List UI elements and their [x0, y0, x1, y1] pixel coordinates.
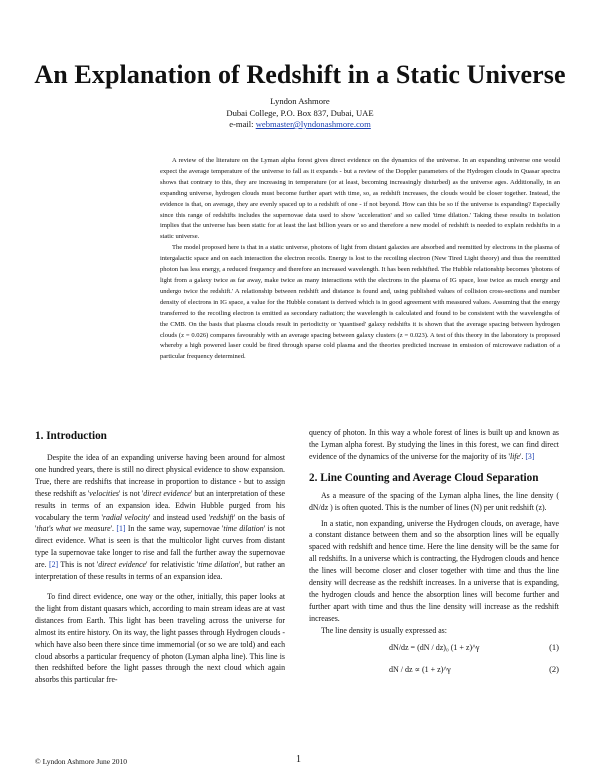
right-column: [309, 427, 559, 681]
equation-2-body: dN / dz ∝ (1 + z)^γ: [389, 664, 451, 674]
equation-1: [309, 637, 559, 659]
equation-2-number: (2): [549, 663, 559, 674]
sec2-paragraph-3: The line density is usually expressed as:: [321, 625, 447, 635]
section-1-heading: 1. Introduction: [35, 430, 107, 442]
sec2-paragraph-1: As a measure of the spacing of the Lyman alpha lines, the line density ( dN/dz ) is often quoted. This is the number of lines (N) per unit redshift (z).: [309, 490, 559, 512]
intro-paragraph-2: To find direct evidence, one way or the other, initially, this paper looks at the light from distant quasars which, according to main stream ideas are at vast distances from Earth. This light has been traveling across the universe for almost its entire history. On its way, the light passes through Hydrogen clouds - which have also been there since time immemorial (or so we are told) and each cloud absorbs a particular frequency of photon (Lyman alpha line). This line is then redshifted before the light passes through the next cloud which again absorbs this particular fre-: [35, 591, 285, 685]
equation-1-body: dN/dz = (dN / dz)₀ (1 + z)^γ: [389, 642, 480, 652]
abstract-paragraph-1: A review of the literature on the Lyman alpha forest gives direct evidence on the dynamics of the universe. In an expanding universe one would expect the average temperature of the universe to fall as it expands - but a review of the Doppler parameters of the Hydrogen clouds in Quasar spectra shows that contrary to this, they are increasing in temperature (or at least, becoming increasingly disturbed) as the universe ages. Additionally, in an expanding universe, hydrogen clouds must become further apart with time, so, as redshift increases, the clouds would be closer together. Instead, the evidence is that, on average, they are evenly spaced up to a redshift of one - if not beyond. How can this be so if the universe is expanding? Especially since this range of redshifts includes the supernovae data used to show 'acceleration' and so called 'time dilation.' Taking these results in isolation implies that the universe has been static for at least the last billion years or so and therefore a new model of redshift is needed to explain redshifts in a static universe.: [160, 157, 560, 241]
paper-title: An Explanation of Redshift in a Static Universe: [34, 60, 566, 89]
abstract: [160, 156, 560, 363]
equation-1-number: (1): [549, 641, 559, 652]
sec2-paragraph-2: In a static, non expanding, universe the Hydrogen clouds, on average, have a constant distance between them and so the absorption lines will be equally spaced with redshift and hence time. Here the line density will be the same for all redshifts. In a universe which is contracting, the Hydrogen clouds and hence the lines will become closer and closer together with time and thus the line density will decrease as the redshift increases. In a universe that is expanding, the hydrogen clouds and hence the absorption lines will become further and further apart with time and thus the line density will increase as the redshift increases.: [309, 518, 559, 623]
citation-link-1[interactable]: [1]: [116, 524, 126, 534]
copyright-footer: © Lyndon Ashmore June 2010: [35, 757, 127, 766]
author-name: Lyndon Ashmore: [270, 96, 330, 106]
author-affiliation: Dubai College, P.O. Box 837, Dubai, UAE: [226, 107, 374, 118]
section-2-heading: 2. Line Counting and Average Cloud Separation: [309, 471, 539, 484]
intro-paragraph-2-continued: quency of photon. In this way a whole forest of lines is built up and known as the Lyman alpha forest. By studying the lines in this forest, we can find direct evidence of the dynamics of the universe for the majority of its 'life'. [3]: [309, 428, 559, 461]
page-number: 1: [296, 754, 301, 765]
email-link[interactable]: webmaster@lyndonashmore.com: [255, 119, 371, 129]
intro-paragraph-1: Despite the idea of an expanding universe having been around for almost one hundred years, there is still no direct physical evidence to show expansion. True, there are redshifts that increase in proportion to distance - but to assign these redshift as 'velocities' is not 'direct evidence' but an interpretation of these results in terms of an expansion idea. Edwin Hubble purged from his vocabulary the term 'radial velocity' and instead used 'redshift' on the basis of 'that's what we measure'. [1] In the same way, supernovae 'time dilation' is not direct evidence. What is seen is that the multicolor light curves from distant type Ia supernovae take longer to rise and fall the further away the supernovae are. [2] This is not 'direct evidence' for relativistic 'time dilation', but rather an interpretation of these results in terms of an expansion idea.: [35, 453, 285, 582]
equation-2: [309, 659, 559, 681]
email-label: e-mail:: [229, 119, 254, 129]
author-block: [0, 96, 600, 131]
citation-link-2[interactable]: [2]: [48, 560, 59, 570]
author-email-line: [0, 119, 600, 131]
citation-link-3[interactable]: [3]: [525, 451, 535, 461]
abstract-paragraph-2: The model proposed here is that in a static universe, photons of light from distant galaxies are absorbed and reemitted by electrons in the plasma of intergalactic space and on each interaction the electron recoils. Energy is lost to the recoiling electron (New Tired Light theory) and thus the reemitted photon has less energy, a reduced frequency and therefore an increased wavelength. It has been redshifted. The Hubble relationship becomes 'photons of light from a galaxy twice as far away, make twice as many interactions with the electrons in the plasma of IG space, lose twice as much energy and undergo twice the redshift.' A relationship between redshift and distance is found and, using published values of collision cross-sections and number density of electrons in IG space, a value for the Hubble constant is derived which is in good agreement with measured values. Assuming that the energy transferred to the recoiling electron is emitted as secondary radiation; the wavelength is calculated and found to be consistent with the wavelengths of the CMB. On the basis that plasma clouds result in periodicity or 'quantised' galaxy redshifts it is shown that the average spacing between hydrogen clouds (z = 0.026) compares favourably with an average spacing between galaxy clusters (z = 0.023). A test of this theory in the laboratory is proposed whereby a high powered laser could be fired through sparse cold plasma and the theories predicted increase in emission of microwave radiation of a particular frequency determined.: [160, 244, 560, 361]
left-column: [35, 429, 285, 686]
